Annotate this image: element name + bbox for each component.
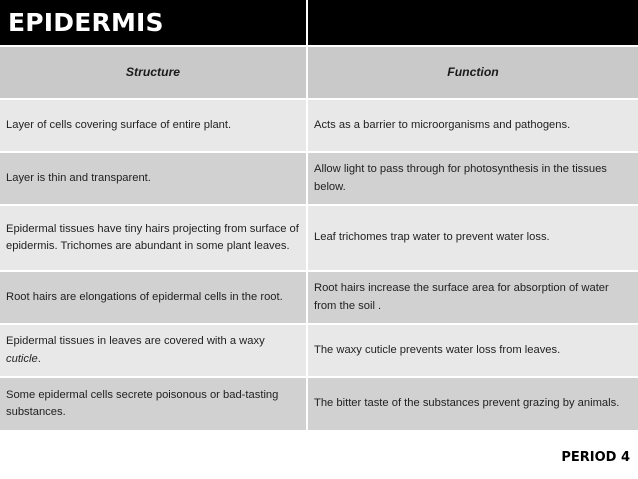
function-cell: Leaf trichomes trap water to prevent water loss. [308,206,638,272]
structure-text-end: . [37,352,41,365]
function-cell: The bitter taste of the substances prevent grazing by animals. [308,378,638,432]
cuticle-term: cuticle [6,352,38,365]
structure-cell [0,325,308,378]
function-cell: Allow light to pass through for photosynthesis in the tissues below. [308,153,638,206]
table-row [0,378,638,432]
structure-cell: Layer of cells covering surface of entire plant. [0,100,308,153]
table-row [0,100,638,153]
header-row [0,47,638,100]
column-header-structure: Structure [0,47,308,100]
structure-cell: Layer is thin and transparent. [0,153,308,206]
structure-cell: Epidermal tissues have tiny hairs projecting from surface of epidermis. Trichomes are abundant in some plant leaves. [0,206,308,272]
title-blank-cell [308,0,638,47]
structure-text: Epidermal tissues in leaves are covered with a waxy [6,335,265,347]
function-cell: Acts as a barrier to microorganisms and pathogens. [308,100,638,153]
title-row [0,0,638,47]
page-title: EPIDERMIS [0,0,308,47]
function-cell: The waxy cuticle prevents water loss from leaves. [308,325,638,378]
table-row [0,153,638,206]
table-row [0,325,638,378]
column-header-function: Function [308,47,638,100]
structure-cell: Root hairs are elongations of epidermal cells in the root. [0,272,308,325]
table-row [0,272,638,325]
period-label: PERIOD 4 [561,450,630,465]
table-row [0,206,638,272]
function-cell: Root hairs increase the surface area for absorption of water from the soil . [308,272,638,325]
structure-cell: Some epidermal cells secrete poisonous or bad-tasting substances. [0,378,308,432]
